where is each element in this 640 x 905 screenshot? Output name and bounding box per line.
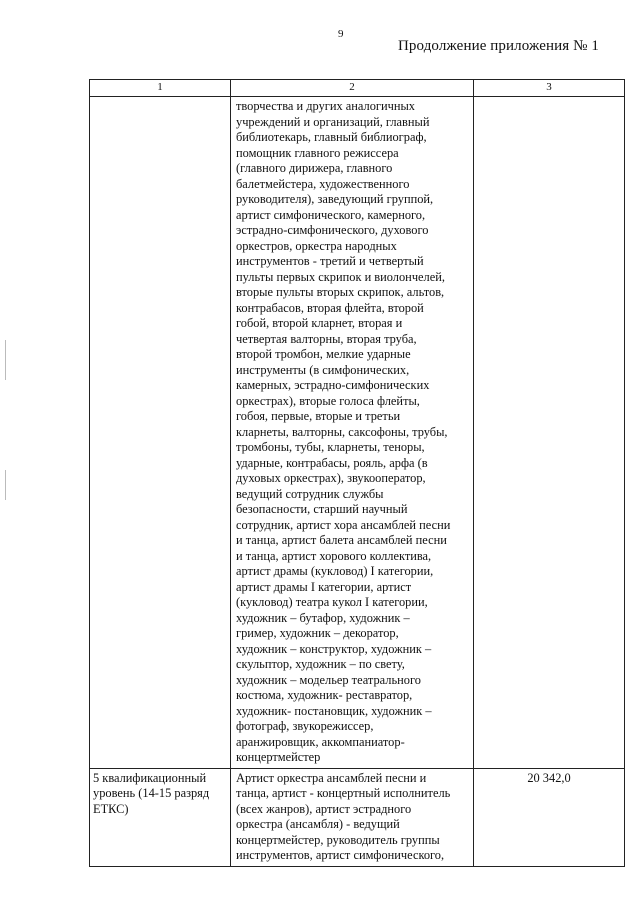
table-row — [90, 97, 625, 769]
salary-cell: 20 342,0 — [474, 768, 625, 866]
text-line: вторые пульты вторых скрипок, альтов, — [236, 285, 445, 299]
text-line: гример, художник – декоратор, — [236, 626, 399, 640]
text-line: скульптор, художник – по свету, — [236, 657, 405, 671]
text-line: тромбоны, тубы, кларнеты, теноры, — [236, 440, 425, 454]
text-line: гобоя, первые, вторые и третьи — [236, 409, 401, 423]
text-line: артист драмы (кукловод) I категории, — [236, 564, 434, 578]
text-line: контрабасов, вторая флейта, второй — [236, 300, 424, 315]
text-line: фотограф, звукорежиссер, — [236, 719, 374, 733]
text-line: эстрадно-симфонического, духового — [236, 223, 429, 237]
qualification-level-cell — [90, 97, 231, 769]
text-line: и танца, артист балета ансамблей песни — [236, 533, 447, 547]
text-line: 5 квалификационный — [93, 770, 207, 785]
text-line: концертмейстер — [236, 750, 321, 764]
text-line: инструменты (в симфонических, — [236, 362, 410, 377]
text-line: второй тромбон, мелкие ударные — [236, 347, 411, 361]
positions-cell — [231, 768, 474, 866]
table-row — [90, 768, 625, 866]
text-line: оркестра (ансамбля) - ведущий — [236, 817, 400, 831]
text-line: аранжировщик, аккомпаниатор- — [236, 734, 405, 749]
text-line: балетмейстера, художественного — [236, 176, 410, 191]
text-line: руководителя), заведующий группой, — [236, 192, 434, 206]
text-line: артист драмы I категории, артист — [236, 579, 412, 594]
text-line: кларнеты, валторны, саксофоны, трубы, — [236, 424, 448, 439]
text-line: творчества и других аналогичных — [236, 99, 415, 113]
text-line: ударные, контрабасы, рояль, арфа (в — [236, 455, 428, 470]
text-line: помощник главного режиссера — [236, 145, 399, 160]
text-line: костюма, художник- реставратор, — [236, 688, 413, 702]
text-line: оркестров, оркестра народных — [236, 238, 397, 253]
text-line: инструментов - третий и четвертый — [236, 254, 424, 268]
salary-table — [89, 79, 625, 867]
text-line: четвертая валторны, вторая труба, — [236, 331, 417, 346]
text-line: ЕТКС) — [93, 801, 129, 816]
text-line: сотрудник, артист хора ансамблей песни — [236, 517, 451, 532]
salary-cell — [474, 97, 625, 769]
text-line: художник – модельер театрального — [236, 672, 421, 687]
text-line: духовых оркестрах), звукооператор, — [236, 471, 426, 485]
text-line: уровень (14-15 разряд — [93, 786, 210, 800]
qualification-level-cell — [90, 768, 231, 866]
page-number: 9 — [338, 28, 344, 40]
text-line: учреждений и организаций, главный — [236, 114, 430, 129]
text-line: (всех жанров), артист эстрадного — [236, 801, 412, 816]
text-line: художник- постановщик, художник – — [236, 703, 432, 718]
text-line: (кукловод) театра кукол I категории, — [236, 595, 428, 609]
text-line: артист симфонического, камерного, — [236, 207, 426, 222]
column-header-2: 2 — [231, 80, 474, 97]
text-line: концертмейстер, руководитель группы — [236, 832, 440, 847]
text-line: оркестрах), вторые голоса флейты, — [236, 393, 420, 408]
text-line: камерных, эстрадно-симфонических — [236, 378, 430, 392]
appendix-title: Продолжение приложения № 1 — [398, 38, 599, 54]
text-line: (главного дирижера, главного — [236, 161, 393, 175]
text-line: ведущий сотрудник службы — [236, 486, 384, 501]
text-line: безопасности, старший научный — [236, 502, 408, 516]
text-line: гобой, второй кларнет, вторая и — [236, 316, 403, 330]
text-line: художник – конструктор, художник – — [236, 641, 432, 656]
text-line: и танца, артист хорового коллектива, — [236, 548, 432, 563]
column-header-3: 3 — [474, 80, 625, 97]
scan-margin-mark — [5, 470, 6, 500]
text-line: пульты первых скрипок и виолончелей, — [236, 269, 445, 284]
text-line: Артист оркестра ансамблей песни и — [236, 770, 427, 785]
column-header-1: 1 — [90, 80, 231, 97]
scan-margin-mark — [5, 340, 6, 380]
positions-cell — [231, 97, 474, 769]
text-line: танца, артист - концертный исполнитель — [236, 786, 451, 800]
text-line: библиотекарь, главный библиограф, — [236, 130, 427, 144]
text-line: художник – бутафор, художник – — [236, 610, 410, 625]
table-header-row — [90, 80, 625, 97]
text-line: инструментов, артист симфонического, — [236, 848, 445, 862]
